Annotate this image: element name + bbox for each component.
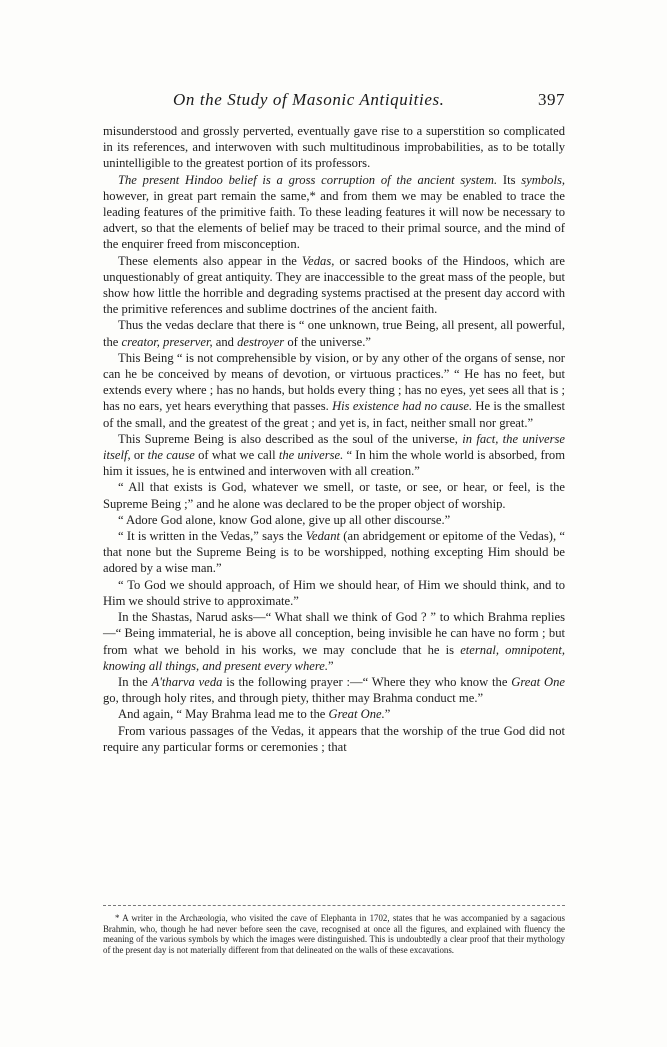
paragraph	[103, 431, 565, 480]
paragraph	[103, 253, 565, 318]
paragraph	[103, 609, 565, 674]
paragraph	[103, 512, 565, 528]
paragraph	[103, 317, 565, 349]
text-run: Thus the vedas declare that there is “ one unknown, true Being, all present, all powerful, the	[103, 318, 565, 349]
paragraph	[103, 350, 565, 431]
text-run: In the	[118, 674, 152, 689]
text-run: “ Adore God alone, know God alone, give up all other discourse.”	[118, 512, 451, 527]
italic-text: the cause	[147, 448, 195, 463]
text-run: of the universe.”	[284, 334, 371, 349]
text-run: ”	[384, 707, 391, 722]
page-header	[103, 90, 565, 114]
footnote: * A writer in the Archæologia, who visited the cave of Elephanta in 1702, states that he was accompanied by a sagacious Brahmin, who, though he had never before seen the cave, recognised at once all the figures, and explained with fluency the meaning of the various symbols by which the images were distinguished. This is undoubtedly a clear proof that their mythology of the present day is not materially different from that delineated on the walls of these excavations.	[103, 913, 565, 955]
paragraph	[103, 706, 565, 722]
paragraph	[103, 479, 565, 511]
italic-text: symbols,	[521, 172, 565, 187]
running-title: On the Study of Masonic Antiquities.	[173, 90, 445, 109]
italic-text: the universe.	[278, 448, 344, 463]
text-run: however, in great part remain the same,* and from them we may be enabled to trace the leading features of the primitive faith. To these leading features it will now be necessary to advert, so that the elements of belief may be traced to their primal source, and the mind of the enquirer freed from misconception.	[103, 188, 565, 252]
text-run: is the following prayer :—“ Where they who know the	[222, 674, 512, 689]
text-run: “ It is written in the Vedas,” says the	[118, 529, 306, 544]
paragraph	[103, 172, 565, 253]
italic-text: Vedas,	[301, 253, 335, 268]
paragraph	[103, 577, 565, 609]
text-run: This Being “ is not comprehensible by vision, or by any other of the organs of sense, nor can he be conceived by means of devotion, or virtuous practices.” “ He has no feet, but extends every where ; has no hands, but holds every thing ; has no eyes, yet sees all that is ; has no ears, yet hears everything that passes.	[103, 350, 565, 414]
italic-text: The present Hindoo belief is a gross corruption of the ancient system.	[118, 172, 498, 187]
italic-text: in fact, the universe itself,	[103, 431, 565, 463]
text-run: In the Shastas, Narud asks—“ What shall we think of God ? ” to which Brahma replies—“ Being immaterial, he is above all conception, being invisible he can have no form ; but from what we behold in his works, we may conclude that he is	[103, 610, 565, 657]
text-run: or	[130, 448, 148, 463]
footnote-rule	[103, 905, 565, 906]
text-run: “ All that exists is God, whatever we smell, or taste, or see, or hear, or feel, is the Supreme Being ;” and he alone was declared to be the proper object of worship.	[103, 480, 565, 511]
italic-text: A'tharva veda	[151, 674, 223, 689]
italic-text: Vedant	[305, 529, 340, 544]
text-run: From various passages of the Vedas, it appears that the worship of the true God did not require any particular forms or ceremonies ; that	[103, 723, 565, 754]
text-run: This Supreme Being is also described as the soul of the universe,	[118, 431, 463, 446]
text-run: “ To God we should approach, of Him we should hear, of Him we should think, and to Him we should strive to approximate.”	[103, 577, 565, 608]
body-text	[103, 123, 565, 755]
text-run: These elements also appear in the	[118, 253, 302, 268]
page-number: 397	[538, 90, 565, 109]
text-run: And again, “ May Brahma lead me to the	[118, 707, 329, 722]
italic-text: eternal, omnipotent, knowing all things, and present every where.	[103, 642, 565, 673]
italic-text: Great One	[511, 674, 565, 689]
paragraph	[103, 528, 565, 577]
paragraph	[103, 123, 565, 172]
italic-text: creator, preserver,	[121, 334, 213, 349]
text-run: “ In him the whole world is absorbed, from him it issues, he is entwined and interwoven with all creation.”	[103, 448, 565, 479]
italic-text: Great One.	[328, 707, 385, 722]
paragraph	[103, 674, 565, 706]
text-run: or sacred books of the Hindoos, which are unquestionably of great antiquity. They are inaccessible to the great mass of the people, but show how little the horrible and degrading systems practised at the present day accord with the primitive references and sublime doctrines of the ancient faith.	[103, 253, 565, 317]
italic-text: His existence had no cause.	[332, 399, 473, 414]
text-run: go, through holy rites, and through piety, thither may Brahma conduct me.”	[103, 691, 484, 706]
text-run: misunderstood and grossly perverted, eventually gave rise to a superstition so complicated in its references, and interwoven with such multitudinous improbabilities, as to be totally unintelligible to the greatest portion of its professors.	[103, 124, 565, 171]
text-run: of what we call	[194, 448, 279, 463]
paragraph	[103, 723, 565, 755]
italic-text: destroyer	[237, 334, 285, 349]
text-run: (an abridgement or epitome of the Vedas), “ that none but the Supreme Being is to be worshipped, nothing excepting Him should be adored by a wise man.”	[103, 529, 565, 576]
text-run: Its	[497, 172, 522, 187]
text-run: and	[212, 334, 238, 349]
text-run: He is the smallest of the small, and the greatest of the great ; and yet is, in fact, neither small nor great.”	[103, 399, 565, 430]
text-run: ”	[328, 658, 334, 673]
